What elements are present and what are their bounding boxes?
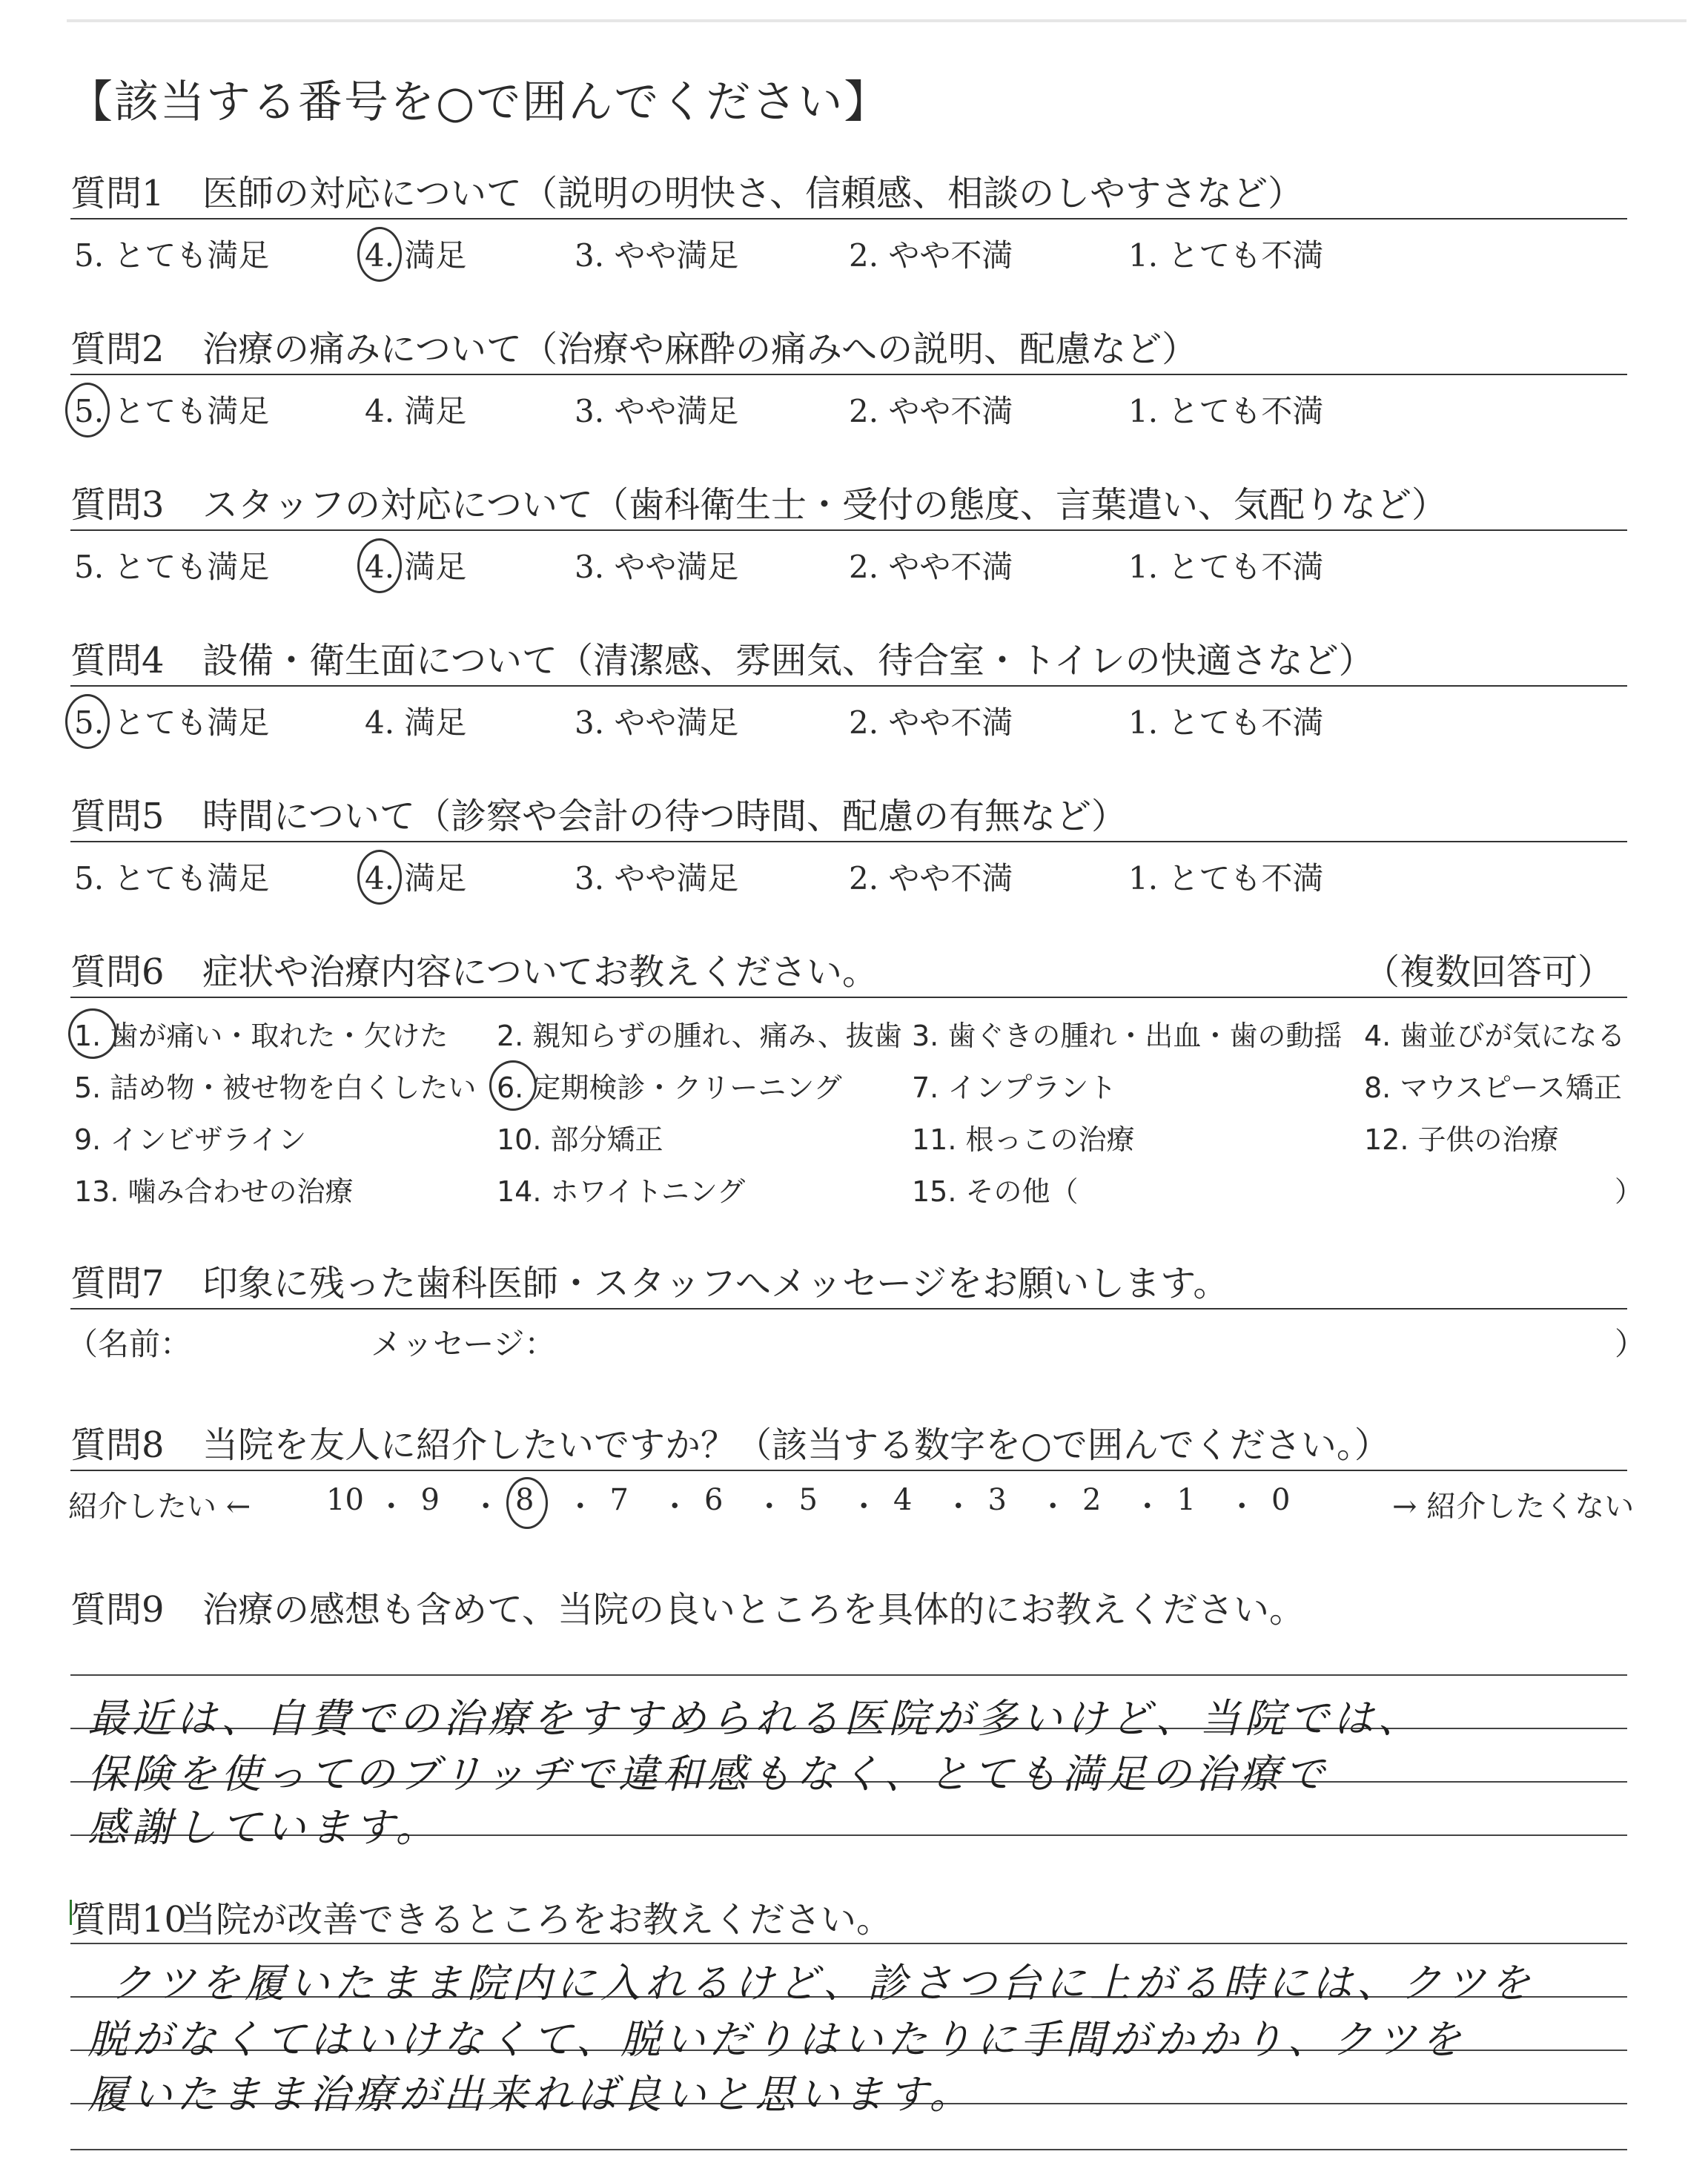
- question-9: [70, 1581, 1627, 1630]
- scale-value-5[interactable]: 5: [798, 1483, 818, 1517]
- divider: [70, 1470, 1627, 1471]
- selection-circle: [357, 850, 402, 905]
- handwritten-answer-line: 履いたまま治療が出来れば良いと思います。: [87, 2071, 974, 2118]
- option-2[interactable]: 2. やや不満: [849, 549, 1013, 585]
- scale-separator-dot: ・: [471, 1490, 501, 1524]
- scale-separator-dot: ・: [1132, 1490, 1162, 1524]
- question-number: 質問4: [70, 640, 165, 681]
- scale-separator-dot: ・: [660, 1490, 690, 1524]
- question-text: 当院が改善できるところをお教えください。: [180, 1899, 893, 1941]
- q6-option-11[interactable]: 11. 根っこの治療: [912, 1123, 1135, 1156]
- name-label: （名前：: [67, 1326, 192, 1362]
- scale-separator-dot: ・: [376, 1490, 406, 1524]
- question-number: 質問10: [70, 1899, 188, 1941]
- option-5[interactable]: 5. とても満足: [74, 237, 270, 274]
- option-1[interactable]: 1. とても不満: [1128, 549, 1324, 585]
- question-10: [70, 1891, 1627, 1940]
- option-4[interactable]: 4. 満足: [365, 393, 467, 429]
- divider: [70, 529, 1627, 531]
- option-5[interactable]: 5. とても満足: [74, 549, 270, 585]
- question-text: 症状や治療内容についてお教えください。: [202, 951, 878, 993]
- option-5[interactable]: 5. とても満足: [74, 393, 270, 429]
- handwritten-answer-line: クツを履いたまま院内に入れるけど、診さつ台に上がる時には、クツを: [111, 1960, 1535, 2007]
- scale-separator-dot: ・: [1227, 1490, 1257, 1524]
- option-4[interactable]: 4. 満足: [365, 237, 467, 274]
- scale-value-0[interactable]: 0: [1271, 1483, 1291, 1517]
- q6-option-15[interactable]: 15. その他（: [912, 1175, 1079, 1208]
- recommend-left-label: 紹介したい ←: [68, 1490, 251, 1524]
- question-8: [70, 1416, 1627, 1465]
- scale-separator-dot: ・: [943, 1490, 973, 1524]
- page-title: 【該当する番号を○で囲んでください】: [68, 76, 890, 128]
- scale-separator-dot: ・: [754, 1490, 784, 1524]
- scale-value-4[interactable]: 4: [893, 1483, 913, 1517]
- question-number: 質問7: [70, 1263, 165, 1304]
- q6-option-13[interactable]: 13. 噛み合わせの治療: [74, 1175, 354, 1208]
- option-1[interactable]: 1. とても不満: [1128, 860, 1324, 896]
- q6-option-7[interactable]: 7. インプラント: [912, 1071, 1117, 1104]
- answer-line: [70, 1674, 1627, 1676]
- scale-separator-dot: ・: [565, 1490, 595, 1524]
- scale-value-7[interactable]: 7: [609, 1483, 629, 1517]
- selection-circle: [489, 1060, 537, 1111]
- question-number: 質問3: [70, 484, 165, 526]
- multiple-answers-note: （複数回答可）: [1364, 951, 1614, 993]
- option-5[interactable]: 5. とても満足: [74, 860, 270, 896]
- scale-value-10[interactable]: 10: [326, 1483, 364, 1517]
- q6-option-8[interactable]: 8. マウスピース矯正: [1364, 1071, 1622, 1104]
- question-text: 治療の痛みについて（治療や麻酔の痛みへの説明、配慮など）: [202, 328, 1198, 370]
- handwritten-answer-line: 保険を使ってのブリッヂで違和感もなく、とても満足の治療で: [87, 1751, 1329, 1797]
- scale-value-8[interactable]: 8: [515, 1483, 534, 1517]
- question-3: [70, 476, 1627, 525]
- close-paren: ）: [1615, 1326, 1646, 1362]
- option-3[interactable]: 3. やや満足: [575, 237, 739, 274]
- recommend-right-label: → 紹介したくない: [1392, 1490, 1635, 1524]
- option-2[interactable]: 2. やや不満: [849, 393, 1013, 429]
- handwritten-answer-line: 脱がなくてはいけなくて、脱いだりはいたりに手間がかかり、クツを: [87, 2016, 1466, 2063]
- option-1[interactable]: 1. とても不満: [1128, 237, 1324, 274]
- question-number: 質問9: [70, 1589, 165, 1631]
- q6-option-10[interactable]: 10. 部分矯正: [497, 1123, 663, 1156]
- option-2[interactable]: 2. やや不満: [849, 860, 1013, 896]
- option-3[interactable]: 3. やや満足: [575, 860, 739, 896]
- top-border: [67, 19, 1687, 22]
- option-3[interactable]: 3. やや満足: [575, 549, 739, 585]
- question-7: [70, 1255, 1627, 1304]
- q6-option-9[interactable]: 9. インビザライン: [74, 1123, 307, 1156]
- answer-line: [70, 2149, 1627, 2150]
- q6-option-3[interactable]: 3. 歯ぐきの腫れ・出血・歯の動揺: [912, 1020, 1343, 1052]
- option-3[interactable]: 3. やや満足: [575, 393, 739, 429]
- selection-circle: [65, 383, 110, 437]
- q6-option-14[interactable]: 14. ホワイトニング: [497, 1175, 746, 1208]
- question-1: [70, 165, 1627, 214]
- scale-separator-dot: ・: [849, 1490, 879, 1524]
- q6-option-2[interactable]: 2. 親知らずの腫れ、痛み、抜歯: [497, 1020, 902, 1052]
- question-number: 質問1: [70, 173, 165, 214]
- selection-circle: [357, 227, 402, 282]
- divider: [70, 218, 1627, 219]
- question-number: 質問6: [70, 951, 165, 993]
- handwritten-answer-line: 感謝しています。: [87, 1804, 440, 1851]
- option-2[interactable]: 2. やや不満: [849, 237, 1013, 274]
- option-2[interactable]: 2. やや不満: [849, 704, 1013, 741]
- handwritten-answer-line: 最近は、自費での治療をすすめられる医院が多いけど、当院では、: [87, 1695, 1423, 1742]
- question-number: 質問5: [70, 796, 165, 837]
- question-2: [70, 320, 1627, 369]
- divider: [70, 1308, 1627, 1309]
- option-1[interactable]: 1. とても不満: [1128, 704, 1324, 741]
- question-text: 治療の感想も含めて、当院の良いところを具体的にお教えください。: [202, 1589, 1305, 1631]
- question-4: [70, 632, 1627, 681]
- scale-value-1[interactable]: 1: [1176, 1483, 1196, 1517]
- divider: [70, 685, 1627, 687]
- question-number: 質問2: [70, 328, 165, 370]
- q6-option-5[interactable]: 5. 詰め物・被せ物を白くしたい: [74, 1071, 477, 1104]
- question-5: [70, 787, 1627, 836]
- question-text: 当院を友人に紹介したいですか？（該当する数字を○で囲んでください。）: [202, 1424, 1390, 1466]
- scale-value-6[interactable]: 6: [704, 1483, 724, 1517]
- option-4[interactable]: 4. 満足: [365, 860, 467, 896]
- question-text: 時間について（診察や会計の待つ時間、配慮の有無など）: [202, 796, 1128, 837]
- option-1[interactable]: 1. とても不満: [1128, 393, 1324, 429]
- question-text: スタッフの対応について（歯科衛生士・受付の態度、言葉遣い、気配りなど）: [202, 484, 1448, 526]
- option-5[interactable]: 5. とても満足: [74, 704, 270, 741]
- selection-circle: [68, 1008, 117, 1059]
- answer-line: [70, 1943, 1627, 1944]
- selection-circle: [357, 538, 402, 593]
- close-paren: ）: [1615, 1175, 1644, 1208]
- scale-value-3[interactable]: 3: [987, 1483, 1007, 1517]
- question-text: 医師の対応について（説明の明快さ、信頼感、相談のしやすさなど）: [202, 173, 1304, 214]
- question-text: 印象に残った歯科医師・スタッフへメッセージをお願いします。: [202, 1263, 1229, 1304]
- q6-option-4[interactable]: 4. 歯並びが気になる: [1364, 1020, 1626, 1052]
- question-text: 設備・衛生面について（清潔感、雰囲気、待合室・トイレの快適さなど）: [202, 640, 1374, 681]
- message-label: メッセージ：: [371, 1326, 556, 1362]
- selection-circle: [506, 1477, 548, 1529]
- q6-option-12[interactable]: 12. 子供の治療: [1364, 1123, 1559, 1156]
- option-3[interactable]: 3. やや満足: [575, 704, 739, 741]
- divider: [70, 374, 1627, 375]
- selection-circle: [65, 694, 110, 749]
- option-4[interactable]: 4. 満足: [365, 704, 467, 741]
- divider: [70, 997, 1627, 998]
- scale-value-9[interactable]: 9: [420, 1483, 440, 1517]
- divider: [70, 841, 1627, 842]
- scale-separator-dot: ・: [1038, 1490, 1068, 1524]
- q6-option-1[interactable]: 1. 歯が痛い・取れた・欠けた: [74, 1020, 448, 1052]
- q6-option-6[interactable]: 6. 定期検診・クリーニング: [497, 1071, 842, 1104]
- scale-value-2[interactable]: 2: [1082, 1483, 1102, 1517]
- question-number: 質問8: [70, 1424, 165, 1466]
- option-4[interactable]: 4. 満足: [365, 549, 467, 585]
